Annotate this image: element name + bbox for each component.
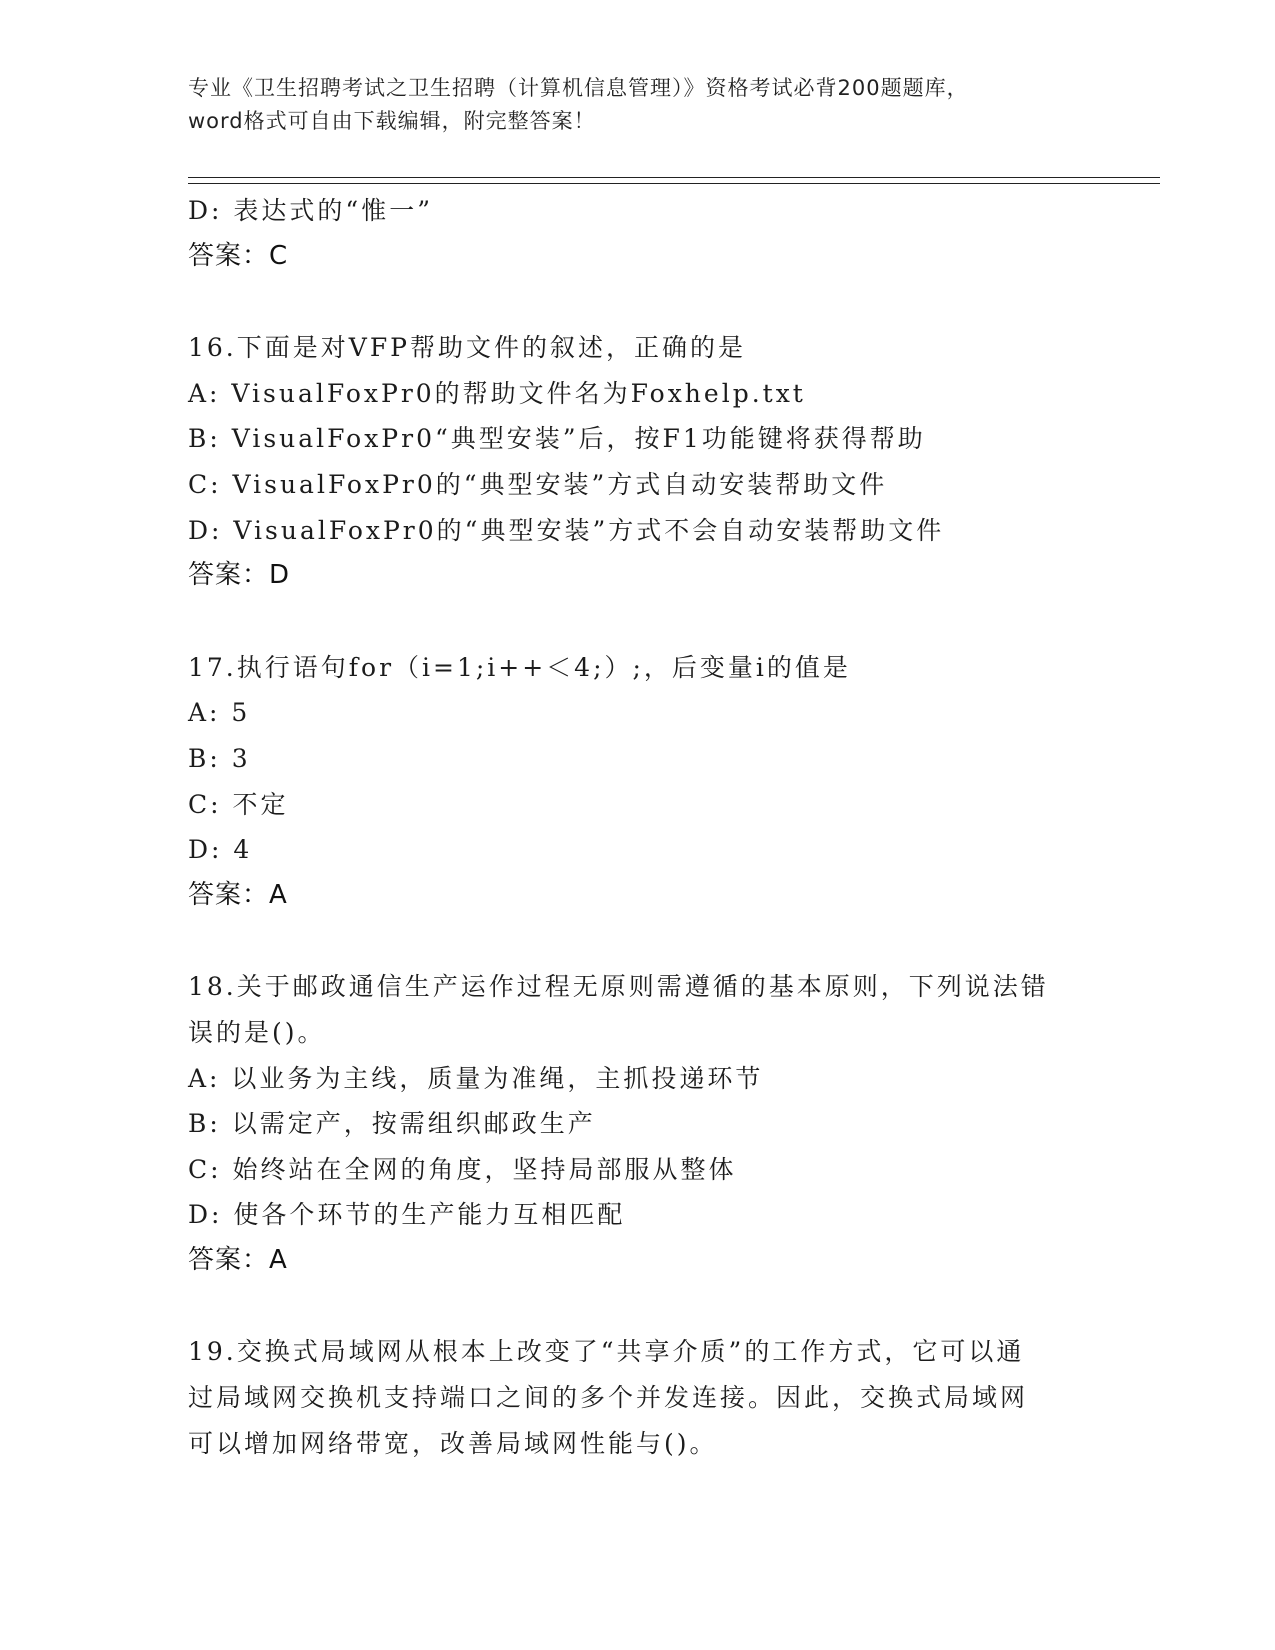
question-18-answer: 答案：A <box>188 1244 288 1275</box>
question-15-answer: 答案：C <box>188 240 289 271</box>
document-header <box>188 72 1088 138</box>
question-list <box>188 188 1088 1466</box>
question-19-stem-line-1: 19.交换式局域网从根本上改变了“共享介质”的工作方式，它可以通 <box>188 1337 1025 1367</box>
question-16-option-c: C: VisualFoxPr0的“典型安装”方式自动安装帮助文件 <box>188 469 888 499</box>
question-17-option-d: D: 4 <box>188 835 253 865</box>
question-15 <box>188 188 1088 279</box>
question-16 <box>188 325 1088 599</box>
question-17-option-c: C: 不定 <box>188 789 289 819</box>
question-16-answer: 答案：D <box>188 560 291 591</box>
header-title-line-2: word格式可自由下载编辑，附完整答案！ <box>188 109 596 133</box>
question-18-option-a: A: 以业务为主线，质量为准绳，主抓投递环节 <box>188 1063 764 1093</box>
question-spacer <box>188 599 1088 645</box>
question-18-stem-line-2: 误的是()。 <box>188 1017 326 1047</box>
header-title-line-1: 专业《卫生招聘考试之卫生招聘（计算机信息管理）》资格考试必背200题题库， <box>188 76 969 100</box>
question-17-option-b: B: 3 <box>188 743 251 773</box>
question-16-option-a: A: VisualFoxPr0的帮助文件名为Foxhelp.txt <box>188 378 806 408</box>
question-16-option-b: B: VisualFoxPr0“典型安装”后，按F1功能键将获得帮助 <box>188 424 926 454</box>
question-spacer <box>188 918 1088 964</box>
question-18-stem-line-1: 18.关于邮政通信生产运作过程无原则需遵循的基本原则，下列说法错 <box>188 972 1049 1002</box>
question-16-stem: 16.下面是对VFP帮助文件的叙述，正确的是 <box>188 333 746 363</box>
question-spacer <box>188 1283 1088 1329</box>
question-16-option-d: D: VisualFoxPr0的“典型安装”方式不会自动安装帮助文件 <box>188 515 945 545</box>
question-18 <box>188 964 1088 1283</box>
question-18-option-b: B: 以需定产，按需组织邮政生产 <box>188 1109 596 1139</box>
question-17 <box>188 645 1088 919</box>
question-spacer <box>188 279 1088 325</box>
question-19 <box>188 1329 1088 1466</box>
question-19-stem-line-3: 可以增加网络带宽，改善局域网性能与()。 <box>188 1428 718 1458</box>
question-19-stem-line-2: 过局域网交换机支持端口之间的多个并发连接。因此，交换式局域网 <box>188 1383 1029 1413</box>
question-17-answer: 答案：A <box>188 879 288 910</box>
question-15-option-d: D: 表达式的“惟一” <box>188 196 433 225</box>
question-18-option-c: C: 始终站在全网的角度，坚持局部服从整体 <box>188 1154 737 1184</box>
header-divider <box>188 177 1160 184</box>
question-17-stem: 17.执行语句for（i=1;i++＜4;）;，后变量i的值是 <box>188 652 851 682</box>
question-17-option-a: A: 5 <box>188 698 251 728</box>
question-18-option-d: D: 使各个环节的生产能力互相匹配 <box>188 1200 626 1230</box>
